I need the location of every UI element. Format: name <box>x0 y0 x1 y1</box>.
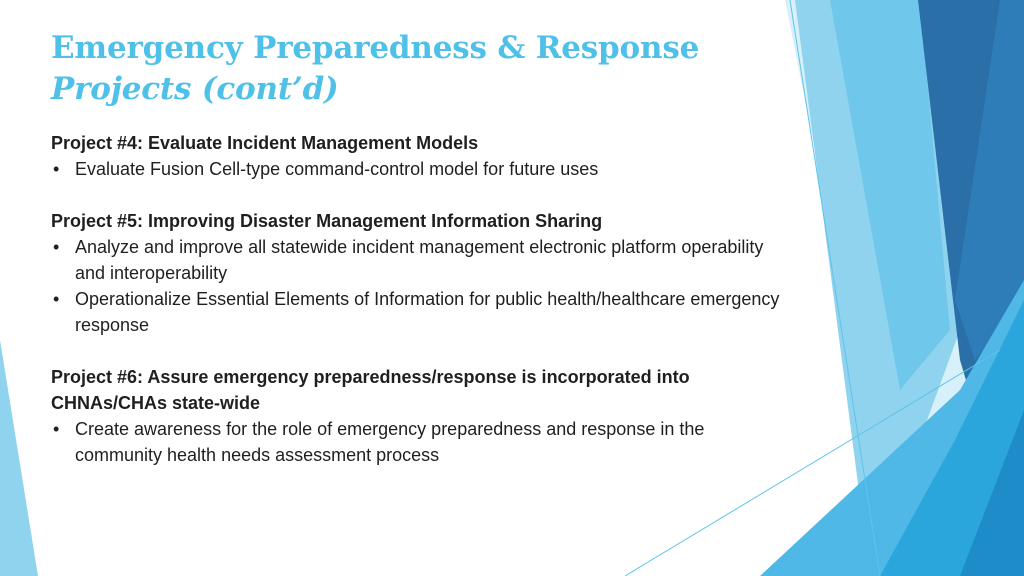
bullet-item: • Create awareness for the role of emergency preparedness and response in the community health needs assessment process <box>51 416 781 468</box>
project-6 <box>51 364 781 468</box>
title-line-subtitle: Projects (cont’d) <box>51 71 339 107</box>
bullet-item: • Analyze and improve all statewide incident management electronic platform operability and interoperability <box>51 234 781 286</box>
bullet-item: • Operationalize Essential Elements of Information for public health/healthcare emergency response <box>51 286 781 338</box>
project-heading: Project #4: Evaluate Incident Management Models <box>51 133 479 153</box>
project-4 <box>51 130 781 182</box>
bullet-item: • Evaluate Fusion Cell-type command-control model for future uses <box>51 156 781 182</box>
project-heading: Project #5: Improving Disaster Management Information Sharing <box>51 211 603 231</box>
left-accent-shape <box>0 340 38 576</box>
title-line-main: Emergency Preparedness & Response <box>51 30 700 66</box>
project-5 <box>51 208 781 338</box>
project-heading: Project #6: Assure emergency preparedness/response is incorporated into CHNAs/CHAs state-wide <box>51 367 690 413</box>
slide-title <box>51 28 699 110</box>
content-body <box>51 130 781 494</box>
